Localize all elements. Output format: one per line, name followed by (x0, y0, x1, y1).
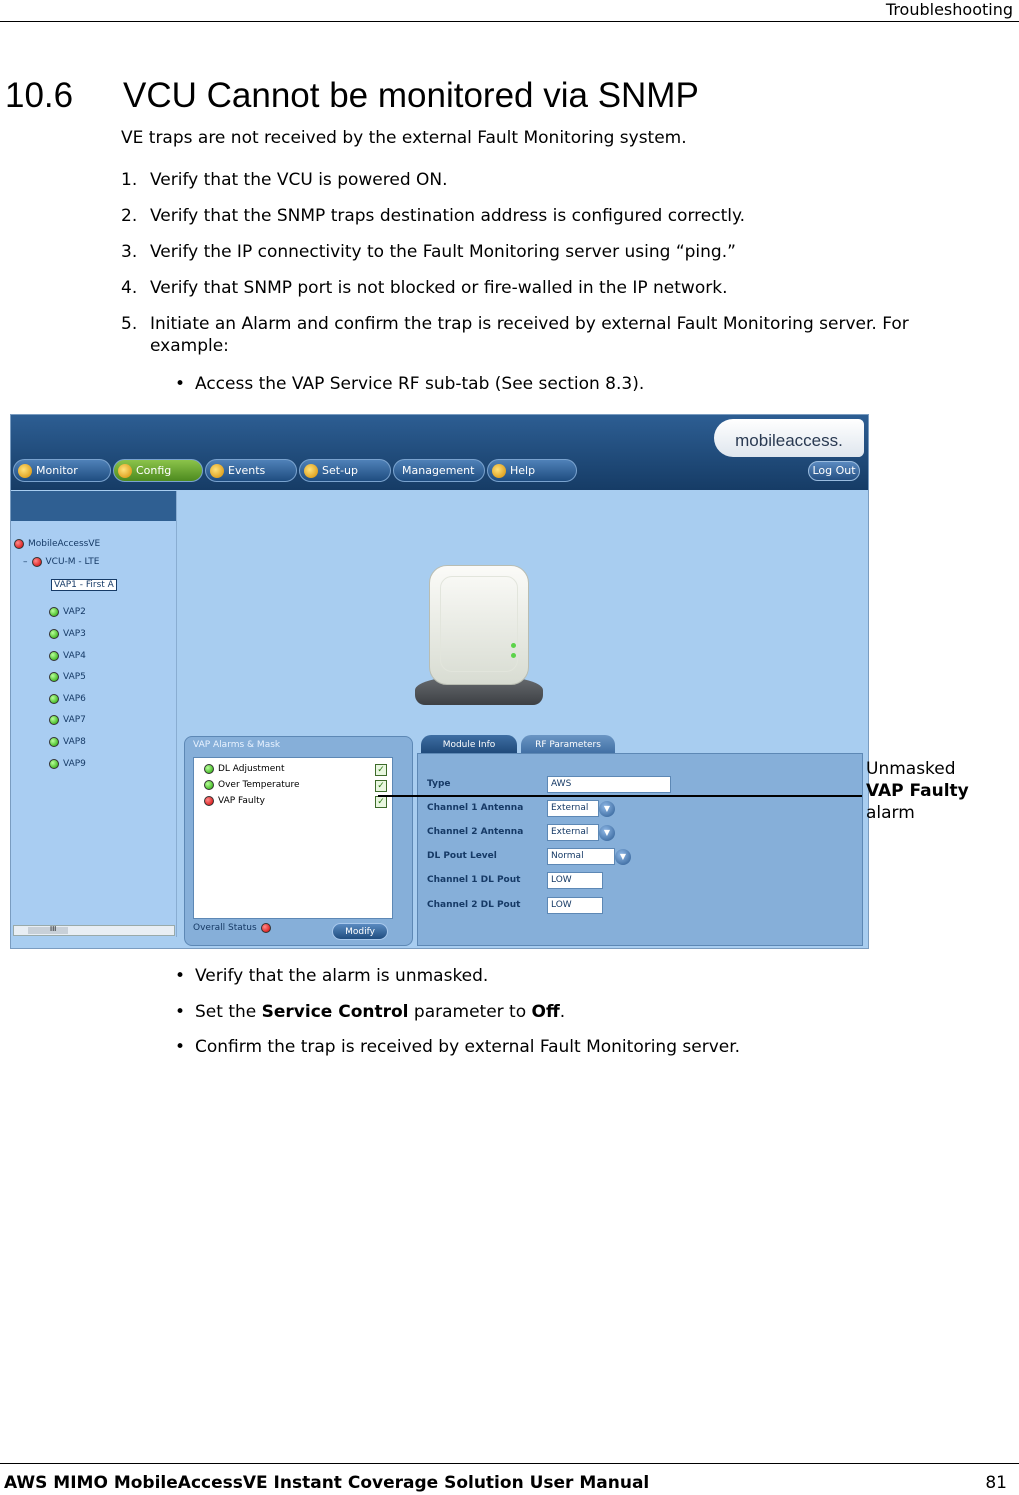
alarm-label: Over Temperature (218, 780, 300, 790)
tree-label: VAP3 (63, 629, 86, 639)
nav-tab-label: Management (402, 464, 475, 477)
step-number: 1. (121, 170, 138, 190)
status-led-green (49, 651, 59, 661)
overall-status (193, 923, 271, 933)
scrollbar-thumb[interactable] (28, 927, 68, 934)
status-led-red (32, 557, 42, 567)
tree-label: VAP8 (63, 737, 86, 747)
param-label: Channel 2 Antenna (427, 827, 524, 837)
bullet-item (175, 1002, 565, 1022)
step-number: 4. (121, 278, 138, 298)
mask-checkbox[interactable]: ✓ (375, 780, 387, 792)
tree-scrollbar[interactable] (13, 925, 175, 936)
tree-item-vap[interactable] (49, 672, 86, 682)
tree-label: VCU-M - LTE (45, 557, 100, 567)
section-title-text: VCU Cannot be monitored via SNMP (123, 76, 699, 115)
bullet-item (175, 966, 488, 986)
nav-tab-config[interactable] (113, 459, 203, 482)
step-text: Verify that the VCU is powered ON. (150, 170, 448, 190)
alarm-row (204, 780, 300, 790)
callout-annotation (866, 758, 969, 824)
overall-status-label: Overall Status (193, 923, 257, 933)
step-number: 5. (121, 314, 138, 334)
tree-label: VAP6 (63, 694, 86, 704)
header-rule (0, 21, 1019, 22)
device-led (511, 653, 516, 658)
callout-line-1: Unmasked (866, 759, 956, 779)
tree-label: VAP2 (63, 607, 86, 617)
status-led-green (204, 780, 214, 790)
status-led-green (49, 694, 59, 704)
tree-item-vap[interactable] (49, 629, 86, 639)
channel2-dl-pout-field[interactable]: LOW (547, 897, 603, 914)
channel1-dl-pout-field[interactable]: LOW (547, 872, 603, 889)
param-label: Channel 2 DL Pout (427, 900, 521, 910)
step-text: Initiate an Alarm and confirm the trap is received by external Fault Monitoring server. For example: (150, 314, 909, 356)
monitor-icon (18, 464, 32, 478)
logout-button[interactable]: Log Out (808, 461, 860, 481)
bullet-dot: • (175, 374, 186, 394)
tab-rf-parameters[interactable]: RF Parameters (521, 735, 615, 755)
main-nav (13, 459, 577, 482)
alarm-label: VAP Faulty (218, 796, 265, 806)
tree-label: VAP5 (63, 672, 86, 682)
tree-header (11, 491, 176, 521)
mask-checkbox[interactable]: ✓ (375, 796, 387, 808)
tree-item-vap[interactable] (49, 759, 86, 769)
tree-label: VAP9 (63, 759, 86, 769)
page-number: 81 (985, 1473, 1007, 1493)
device-panel (440, 576, 518, 672)
step-number: 3. (121, 242, 138, 262)
running-header: Troubleshooting (885, 0, 1013, 19)
nav-tab-help[interactable] (487, 459, 577, 482)
setup-icon (304, 464, 318, 478)
nav-tab-setup[interactable] (299, 459, 391, 482)
tree-item-root[interactable] (14, 539, 100, 549)
step-item (121, 313, 991, 357)
bullet-dot: • (175, 966, 186, 986)
bullet-bold: Service Control (261, 1002, 409, 1022)
status-led-green (49, 715, 59, 725)
chevron-down-icon[interactable]: ▼ (615, 849, 631, 865)
param-label: Type (427, 779, 451, 789)
status-led-red (261, 923, 271, 933)
collapse-icon: – (23, 557, 28, 567)
nav-tab-label: Config (136, 464, 172, 477)
alarm-panel-title: VAP Alarms & Mask (193, 740, 281, 750)
callout-line-3: alarm (866, 803, 915, 823)
step-item (121, 169, 991, 191)
config-icon (118, 464, 132, 478)
status-led-green (49, 759, 59, 769)
param-label: DL Pout Level (427, 851, 497, 861)
step-text: Verify that SNMP port is not blocked or fire-walled in the IP network. (150, 278, 728, 298)
chevron-down-icon[interactable]: ▼ (599, 825, 615, 841)
section-title (5, 76, 699, 116)
app-screenshot (10, 414, 869, 949)
status-led-green (49, 629, 59, 639)
help-icon (492, 464, 506, 478)
status-led-red (204, 796, 214, 806)
events-icon (210, 464, 224, 478)
tree-label: VAP4 (63, 651, 86, 661)
chevron-down-icon[interactable]: ▼ (599, 801, 615, 817)
step-item (121, 241, 991, 263)
intro-paragraph: VE traps are not received by the external Fault Monitoring system. (121, 128, 687, 148)
status-led-green (49, 607, 59, 617)
device-body (429, 565, 529, 685)
bullet-text: Verify that the alarm is unmasked. (195, 966, 489, 986)
tree-item-vap[interactable] (49, 607, 86, 617)
nav-tab-label: Set-up (322, 464, 358, 477)
step-text: Verify the IP connectivity to the Fault Monitoring server using “ping.” (150, 242, 736, 262)
vap-alarms-panel (184, 736, 413, 946)
bullet-text: parameter to (408, 1002, 532, 1022)
bullet-bold: Off (531, 1002, 560, 1022)
tab-module-info[interactable]: Module Info (421, 735, 517, 755)
tree-item-vap[interactable] (49, 715, 86, 725)
channel2-antenna-select[interactable]: External (547, 824, 599, 841)
tree-label: VAP1 - First A (51, 579, 117, 591)
nav-tab-management[interactable] (393, 459, 485, 482)
bullet-item (175, 374, 644, 394)
type-field[interactable]: AWS (547, 776, 671, 793)
dl-pout-level-select[interactable]: Normal (547, 848, 615, 865)
alarm-label: DL Adjustment (218, 764, 285, 774)
callout-leader-line (378, 795, 862, 797)
bullet-text: Access the VAP Service RF sub-tab (See section 8.3). (195, 374, 645, 394)
nav-tab-events[interactable] (205, 459, 297, 482)
device-tree (11, 491, 177, 937)
section-number: 10.6 (5, 76, 74, 115)
mask-checkbox[interactable]: ✓ (375, 764, 387, 776)
tree-item-vcu[interactable] (23, 557, 99, 567)
alarm-list (193, 757, 393, 919)
bullet-text: . (559, 1002, 566, 1022)
tree-item-vap[interactable] (49, 737, 86, 747)
vap-device-image (415, 565, 543, 705)
bullet-text: Confirm the trap is received by external Fault Monitoring server. (195, 1037, 741, 1057)
bullet-dot: • (175, 1002, 186, 1022)
step-item (121, 205, 991, 227)
step-list (121, 169, 991, 371)
nav-tab-label: Monitor (36, 464, 78, 477)
param-label: Channel 1 Antenna (427, 803, 524, 813)
tree-item-vap[interactable] (49, 651, 86, 661)
channel1-antenna-select[interactable]: External (547, 800, 599, 817)
brand-logo: mobileaccess. (714, 419, 864, 457)
footer-title: AWS MIMO MobileAccessVE Instant Coverage Solution User Manual (4, 1473, 650, 1493)
tree-item-vap[interactable] (49, 694, 86, 704)
tree-label: MobileAccessVE (28, 539, 101, 549)
step-item (121, 277, 991, 299)
step-number: 2. (121, 206, 138, 226)
bullet-item (175, 1037, 740, 1057)
bullet-text: Set the (195, 1002, 262, 1022)
tree-item-vap1[interactable] (51, 579, 117, 591)
bullet-dot: • (175, 1037, 186, 1057)
nav-tab-label: Events (228, 464, 266, 477)
callout-bold: VAP Faulty (866, 781, 969, 801)
scroll-grip: III (50, 925, 57, 933)
device-led (511, 643, 516, 648)
nav-tab-monitor[interactable] (13, 459, 111, 482)
nav-tab-label: Help (510, 464, 536, 477)
step-text: Verify that the SNMP traps destination address is configured correctly. (150, 206, 745, 226)
tree-label: VAP7 (63, 715, 86, 725)
status-led-red (14, 539, 24, 549)
status-led-green (49, 737, 59, 747)
param-label: Channel 1 DL Pout (427, 875, 521, 885)
alarm-row (204, 796, 265, 806)
footer-rule (0, 1463, 1019, 1464)
alarm-row (204, 764, 284, 774)
modify-button[interactable]: Modify (332, 923, 388, 940)
status-led-green (49, 672, 59, 682)
status-led-green (204, 764, 214, 774)
